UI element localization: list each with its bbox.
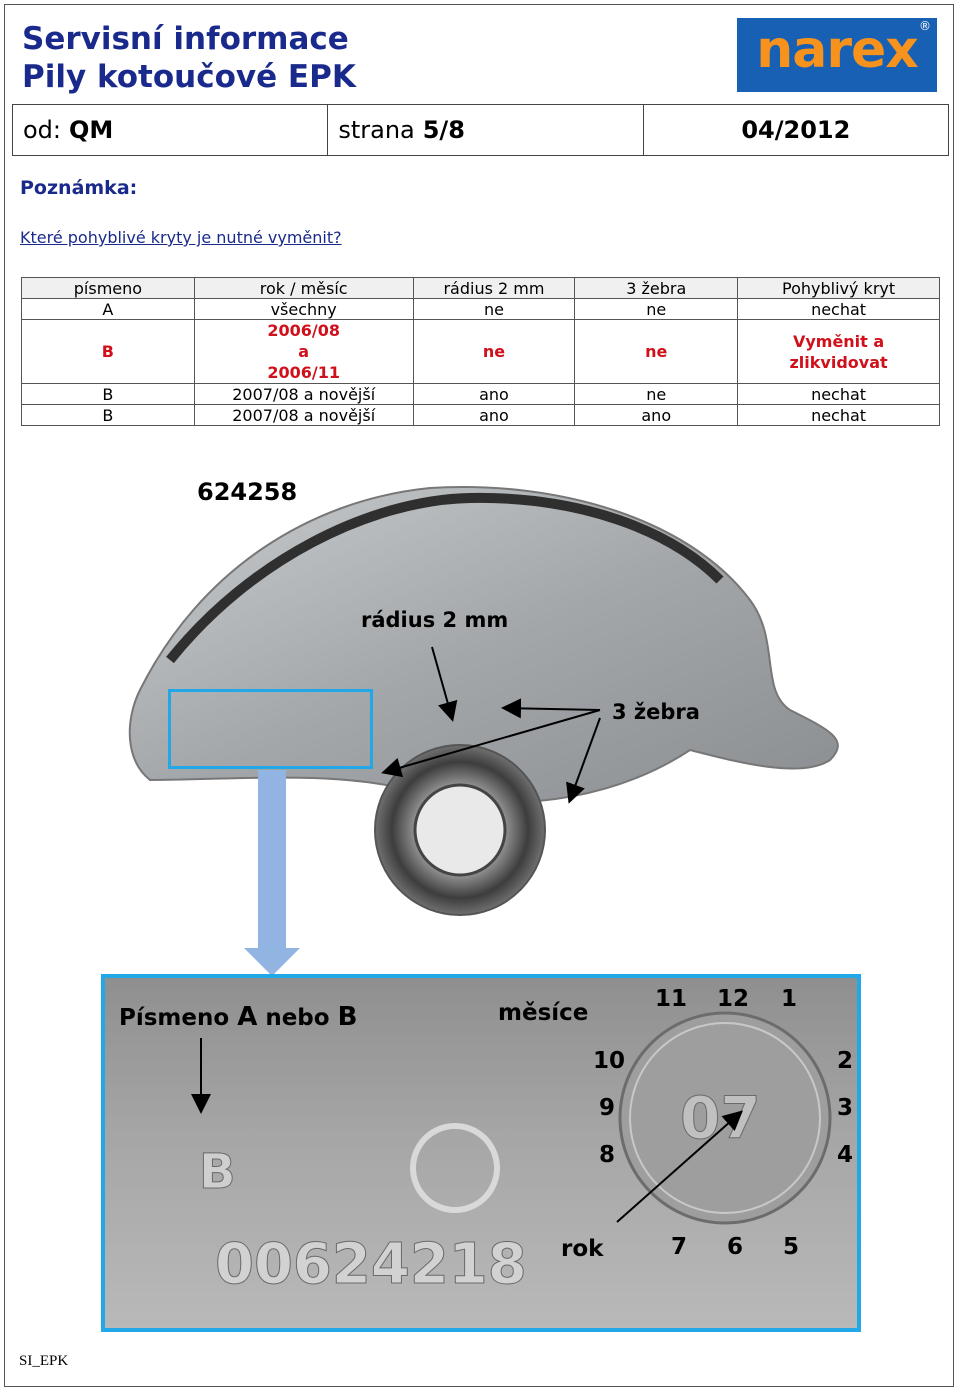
page-value: 5/8 bbox=[422, 116, 465, 144]
table-cell: A bbox=[22, 299, 195, 320]
document-title: Servisní informace bbox=[22, 21, 349, 57]
table-cell: B bbox=[22, 320, 195, 384]
month-number: 2 bbox=[837, 1048, 854, 1074]
table-header: 3 žebra bbox=[575, 278, 738, 299]
footer-code: SI_EPK bbox=[19, 1353, 69, 1369]
table-cell: ano bbox=[413, 384, 575, 405]
rib-arrow-3 bbox=[570, 718, 600, 800]
letter-label bbox=[119, 1002, 357, 1032]
table-cell: ano bbox=[575, 405, 738, 426]
date-cell: 04/2012 bbox=[741, 116, 851, 144]
table-cell: ne bbox=[575, 299, 738, 320]
table-cell: ano bbox=[413, 405, 575, 426]
radius-label: rádius 2 mm bbox=[361, 608, 509, 632]
table-cell: ne bbox=[413, 320, 575, 384]
part-number: 624258 bbox=[197, 478, 298, 506]
table-cell: nechat bbox=[738, 405, 940, 426]
ribs-label: 3 žebra bbox=[612, 700, 700, 724]
zoom-arrow bbox=[244, 770, 300, 980]
table-cell: B bbox=[22, 405, 195, 426]
marking-closeup bbox=[101, 974, 861, 1332]
table-cell: ne bbox=[575, 320, 738, 384]
table-header: písmeno bbox=[22, 278, 195, 299]
p-circle-stamp bbox=[413, 1126, 497, 1210]
month-number: 10 bbox=[593, 1048, 626, 1074]
radius-arrow bbox=[432, 647, 452, 718]
month-number: 7 bbox=[671, 1234, 688, 1260]
from-label: od: bbox=[23, 116, 62, 144]
date-from: 2006/08 bbox=[267, 321, 340, 340]
marking-highlight-box bbox=[168, 689, 373, 769]
rib-arrow-2 bbox=[385, 710, 600, 772]
month-number: 4 bbox=[837, 1142, 854, 1168]
month-number: 1 bbox=[781, 986, 798, 1012]
table-cell: 2007/08 a novější bbox=[194, 405, 413, 426]
logo-text: narex bbox=[756, 20, 918, 80]
year-label: rok bbox=[561, 1236, 604, 1262]
date-to: 2006/11 bbox=[267, 363, 340, 382]
month-number: 12 bbox=[717, 986, 750, 1012]
action-line2: zlikvidovat bbox=[789, 352, 888, 372]
page-label: strana bbox=[338, 116, 415, 144]
rib-arrow-1 bbox=[505, 708, 600, 710]
month-number: 5 bbox=[783, 1234, 800, 1260]
table-cell: všechny bbox=[194, 299, 413, 320]
month-number: 11 bbox=[655, 986, 688, 1012]
date-conj: a bbox=[298, 342, 310, 361]
table-cell: ne bbox=[575, 384, 738, 405]
table-cell: 2007/08 a novější bbox=[194, 384, 413, 405]
months-label: měsíce bbox=[498, 1000, 589, 1026]
note-question: Které pohyblivé kryty je nutné vyměnit? bbox=[20, 228, 342, 247]
month-number: 3 bbox=[837, 1095, 854, 1121]
document-subtitle: Pily kotoučové EPK bbox=[22, 59, 356, 95]
letter-b: B bbox=[337, 1002, 358, 1032]
table-cell: nechat bbox=[738, 299, 940, 320]
stamp-letter: B bbox=[199, 1144, 236, 1200]
note-label: Poznámka: bbox=[20, 177, 138, 199]
table-cell: B bbox=[22, 384, 195, 405]
month-number: 9 bbox=[599, 1095, 616, 1121]
registered-mark: ® bbox=[919, 19, 931, 33]
table-header: rádius 2 mm bbox=[413, 278, 575, 299]
from-value: QM bbox=[69, 116, 114, 144]
letter-label-prefix: Písmeno bbox=[119, 1005, 230, 1031]
action-line1: Vyměnit a bbox=[792, 331, 885, 351]
month-number: 6 bbox=[727, 1234, 744, 1260]
letter-a: A bbox=[237, 1002, 258, 1032]
table-cell: nechat bbox=[738, 384, 940, 405]
table-header: rok / měsíc bbox=[194, 278, 413, 299]
table-cell: ne bbox=[413, 299, 575, 320]
stamp-code: 00624218 bbox=[215, 1232, 527, 1297]
table-header: Pohyblivý kryt bbox=[738, 278, 940, 299]
stamp-year: 07 bbox=[680, 1084, 761, 1152]
month-number: 8 bbox=[599, 1142, 616, 1168]
letter-label-mid: nebo bbox=[265, 1005, 330, 1031]
